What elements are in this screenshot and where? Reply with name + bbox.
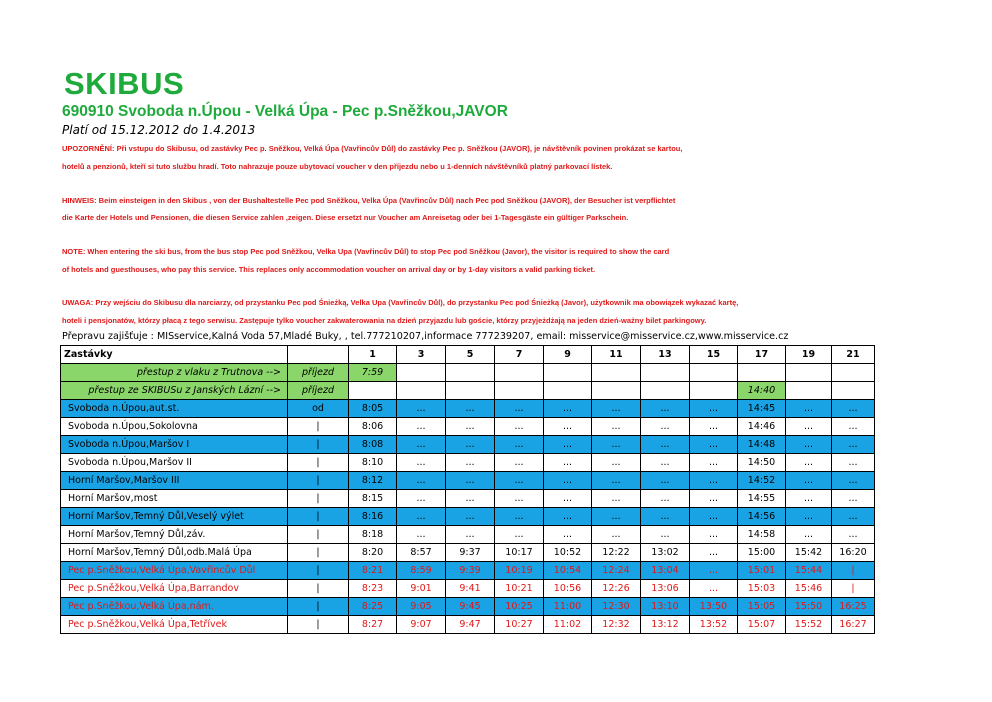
departure-time: 9:45 — [446, 598, 495, 616]
departure-time: 13:04 — [641, 562, 690, 580]
departure-time: ... — [397, 508, 446, 526]
departure-time: ... — [495, 490, 544, 508]
departure-time: ... — [544, 472, 592, 490]
departure-time: ... — [641, 472, 690, 490]
trip-header: 3 — [397, 346, 446, 364]
departure-time: ... — [832, 436, 875, 454]
stop-row — [61, 526, 875, 544]
notice-de-line-1: HINWEIS: Beim einsteigen in den Skibus , von der Bushaltestelle Pec pod Sněžkou, Velka Úpa (Vavřincův Důl) nach Pec pod Sněžkou (JAVOR), der Besucher ist verpflichtet — [62, 196, 676, 205]
transfer-time-cell — [349, 382, 397, 400]
departure-time: 13:06 — [641, 580, 690, 598]
transfer-time-cell — [544, 382, 592, 400]
stop-mark: | — [288, 598, 349, 616]
trip-header: 11 — [592, 346, 641, 364]
departure-time: ... — [592, 400, 641, 418]
trip-header: 19 — [786, 346, 832, 364]
stop-name: Pec p.Sněžkou,Velká Úpa,Vavřincův Důl — [61, 562, 288, 580]
departure-time: ... — [397, 526, 446, 544]
notice-de-line-2: die Karte der Hotels und Pensionen, die diesen Service zahlen ,zeigen. Diese ersetzt nur Voucher am Anreisetag oder bei 1-Tagesgäste ein gültiger Parkschein. — [62, 213, 629, 222]
departure-time: ... — [690, 526, 738, 544]
mark-column-header — [288, 346, 349, 364]
transfer-label: přestup ze SKIBUSu z Janských Lázní --> — [61, 382, 288, 400]
stop-mark: | — [288, 454, 349, 472]
departure-time: 12:32 — [592, 616, 641, 634]
timetable-body — [61, 364, 875, 634]
transfer-row — [61, 382, 875, 400]
departure-time: ... — [544, 418, 592, 436]
departure-time: 8:23 — [349, 580, 397, 598]
departure-time: 10:25 — [495, 598, 544, 616]
stop-name: Horní Maršov,Temný Důl,Veselý výlet — [61, 508, 288, 526]
departure-time: ... — [397, 436, 446, 454]
stop-row — [61, 454, 875, 472]
transfer-time-cell — [786, 382, 832, 400]
notice-cz-line-1: UPOZORNĚNÍ: Při vstupu do Skibusu, od zastávky Pec p. Sněžkou, Velká Úpa (Vavřincův Důl) do zastávky Pec p. Sněžkou (JAVOR), je návštěvník povinen prokázat se kartou, — [62, 144, 683, 153]
departure-time: ... — [544, 490, 592, 508]
departure-time: 8:18 — [349, 526, 397, 544]
departure-time: 15:42 — [786, 544, 832, 562]
departure-time: 13:12 — [641, 616, 690, 634]
timetable — [60, 345, 875, 634]
stop-row — [61, 508, 875, 526]
departure-time: ... — [786, 472, 832, 490]
departure-time: ... — [641, 400, 690, 418]
stop-name: Horní Maršov,Temný Důl,odb.Malá Úpa — [61, 544, 288, 562]
stop-name: Svoboda n.Úpou,Maršov I — [61, 436, 288, 454]
transfer-time-cell — [397, 364, 446, 382]
stop-row — [61, 418, 875, 436]
stop-mark: | — [288, 616, 349, 634]
departure-time: 14:58 — [738, 526, 786, 544]
trip-header: 13 — [641, 346, 690, 364]
departure-time: 14:45 — [738, 400, 786, 418]
departure-time: 15:03 — [738, 580, 786, 598]
departure-time: ... — [446, 418, 495, 436]
departure-time: 9:37 — [446, 544, 495, 562]
notice-pl-line-1: UWAGA: Przy wejściu do Skibusu dla narciarzy, od przystanku Pec pod Śnieżką, Velka Upa (Vavřincův Důl), do przystanku Pec pod Śnieżką (Javor), użytkownik ma obowiązek wykazać kartę, — [62, 298, 739, 307]
departure-time: ... — [832, 490, 875, 508]
route-subtitle: 690910 Svoboda n.Úpou - Velká Úpa - Pec p.Sněžkou,JAVOR — [62, 103, 508, 120]
departure-time: ... — [397, 400, 446, 418]
notice-en-line-1: NOTE: When entering the ski bus, from the bus stop Pec pod Sněžkou, Velka Upa (Vavřincův Důl) to stop Pec pod Sněžkou (Javor), the visitor is required to show the card — [62, 247, 670, 256]
departure-time: 9:07 — [397, 616, 446, 634]
departure-time: 14:50 — [738, 454, 786, 472]
departure-time: 10:19 — [495, 562, 544, 580]
departure-time: 8:21 — [349, 562, 397, 580]
departure-time: 14:52 — [738, 472, 786, 490]
departure-time: ... — [495, 472, 544, 490]
transfer-time-cell — [592, 382, 641, 400]
departure-time: 13:50 — [690, 598, 738, 616]
notice-cz-line-2: hotelů a penzionů, kteří si tuto službu hradí. Toto nahrazuje pouze ubytovací voucher v den příjezdu nebo u 1-denních návštěvníků platný parkovací lístek. — [62, 162, 613, 171]
departure-time: ... — [397, 472, 446, 490]
departure-time: ... — [446, 454, 495, 472]
departure-time: ... — [690, 562, 738, 580]
stop-row — [61, 562, 875, 580]
departure-time: 15:07 — [738, 616, 786, 634]
stop-row — [61, 616, 875, 634]
departure-time: ... — [544, 508, 592, 526]
departure-time: ... — [446, 436, 495, 454]
departure-time: ... — [592, 526, 641, 544]
transfer-mark: příjezd — [288, 382, 349, 400]
departure-time: ... — [832, 418, 875, 436]
departure-time: ... — [786, 508, 832, 526]
departure-time: ... — [592, 508, 641, 526]
departure-time: ... — [786, 436, 832, 454]
trip-header: 7 — [495, 346, 544, 364]
departure-time: 10:56 — [544, 580, 592, 598]
departure-time: 8:16 — [349, 508, 397, 526]
departure-time: 15:50 — [786, 598, 832, 616]
departure-time: | — [832, 580, 875, 598]
stop-name: Horní Maršov,Maršov III — [61, 472, 288, 490]
departure-time: ... — [592, 436, 641, 454]
departure-time: ... — [592, 418, 641, 436]
departure-time: 14:56 — [738, 508, 786, 526]
transfer-time-cell — [786, 364, 832, 382]
departure-time: ... — [690, 400, 738, 418]
departure-time: 8:15 — [349, 490, 397, 508]
notice-en-line-2: of hotels and guesthouses, who pay this service. This replaces only accommodation voucher on arrival day or by 1-day visitors a valid parking ticket. — [62, 265, 596, 274]
departure-time: 15:00 — [738, 544, 786, 562]
stop-name: Horní Maršov,most — [61, 490, 288, 508]
departure-time: 13:02 — [641, 544, 690, 562]
notice-pl-line-2: hoteli i pensjonatów, którzy płacą z tego serwisu. Zastępuje tylko voucher zakwaterowania na dzień przyjazdu lub goście, którzy przyjeżdżają na jeden dzień-ważny bilet parkingowy. — [62, 316, 707, 325]
stop-row — [61, 544, 875, 562]
departure-time: 8:12 — [349, 472, 397, 490]
departure-time: ... — [544, 454, 592, 472]
departure-time: 12:26 — [592, 580, 641, 598]
departure-time: ... — [641, 508, 690, 526]
departure-time: ... — [592, 454, 641, 472]
departure-time: ... — [832, 454, 875, 472]
departure-time: 8:27 — [349, 616, 397, 634]
departure-time: ... — [446, 400, 495, 418]
trip-header: 21 — [832, 346, 875, 364]
departure-time: ... — [690, 436, 738, 454]
stop-name: Svoboda n.Úpou,Sokolovna — [61, 418, 288, 436]
departure-time: ... — [786, 454, 832, 472]
departure-time: 8:59 — [397, 562, 446, 580]
departure-time: ... — [690, 472, 738, 490]
stop-mark: | — [288, 580, 349, 598]
transfer-row — [61, 364, 875, 382]
transfer-time-cell — [641, 382, 690, 400]
departure-time: ... — [397, 454, 446, 472]
stop-mark: | — [288, 472, 349, 490]
departure-time: ... — [641, 526, 690, 544]
departure-time: ... — [544, 400, 592, 418]
transfer-time-cell — [495, 382, 544, 400]
departure-time: 8:06 — [349, 418, 397, 436]
departure-time: ... — [592, 472, 641, 490]
departure-time: ... — [690, 580, 738, 598]
trip-header: 1 — [349, 346, 397, 364]
trip-header: 15 — [690, 346, 738, 364]
departure-time: 8:57 — [397, 544, 446, 562]
transfer-time-cell — [544, 364, 592, 382]
departure-time: 13:52 — [690, 616, 738, 634]
departure-time: ... — [690, 544, 738, 562]
departure-time: ... — [832, 472, 875, 490]
departure-time: 8:05 — [349, 400, 397, 418]
transfer-time-cell — [738, 364, 786, 382]
transfer-label: přestup z vlaku z Trutnova --> — [61, 364, 288, 382]
stop-row — [61, 580, 875, 598]
stop-mark: | — [288, 508, 349, 526]
trip-header: 9 — [544, 346, 592, 364]
departure-time: ... — [495, 418, 544, 436]
departure-time: 15:01 — [738, 562, 786, 580]
transfer-time-cell — [690, 364, 738, 382]
transfer-time-cell — [397, 382, 446, 400]
departure-time: ... — [832, 526, 875, 544]
departure-time: 14:55 — [738, 490, 786, 508]
departure-time: ... — [786, 418, 832, 436]
departure-time: 8:08 — [349, 436, 397, 454]
stop-mark: | — [288, 418, 349, 436]
transfer-time-cell — [592, 364, 641, 382]
departure-time: 16:27 — [832, 616, 875, 634]
stop-name: Horní Maršov,Temný Důl,záv. — [61, 526, 288, 544]
departure-time: 15:46 — [786, 580, 832, 598]
departure-time: ... — [495, 436, 544, 454]
transfer-time-cell: 14:40 — [738, 382, 786, 400]
stop-name: Svoboda n.Úpou,aut.st. — [61, 400, 288, 418]
departure-time: 10:21 — [495, 580, 544, 598]
departure-time: ... — [832, 400, 875, 418]
stop-mark: | — [288, 544, 349, 562]
transfer-time-cell — [641, 364, 690, 382]
departure-time: ... — [786, 400, 832, 418]
departure-time: 9:05 — [397, 598, 446, 616]
departure-time: ... — [495, 508, 544, 526]
departure-time: 12:24 — [592, 562, 641, 580]
departure-time: ... — [690, 490, 738, 508]
departure-time: ... — [641, 454, 690, 472]
departure-time: 10:17 — [495, 544, 544, 562]
departure-time: 9:41 — [446, 580, 495, 598]
transfer-time-cell — [495, 364, 544, 382]
departure-time: 8:10 — [349, 454, 397, 472]
transfer-time-cell — [446, 382, 495, 400]
departure-time: ... — [786, 526, 832, 544]
trip-header: 17 — [738, 346, 786, 364]
stop-row — [61, 436, 875, 454]
timetable-header-row — [61, 346, 875, 364]
departure-time: ... — [397, 418, 446, 436]
departure-time: ... — [446, 472, 495, 490]
stop-row — [61, 472, 875, 490]
departure-time: 12:22 — [592, 544, 641, 562]
validity-period: Platí od 15.12.2012 do 1.4.2013 — [62, 123, 256, 137]
stop-row — [61, 400, 875, 418]
departure-time: 9:39 — [446, 562, 495, 580]
departure-time: 10:52 — [544, 544, 592, 562]
departure-time: 10:54 — [544, 562, 592, 580]
departure-time: ... — [544, 436, 592, 454]
departure-time: ... — [641, 490, 690, 508]
departure-time: 11:02 — [544, 616, 592, 634]
operator-contact: Přepravu zajišťuje : MISservice,Kalná Voda 57,Mladé Buky, , tel.777210207,informace 777239207, email: misservice@misservice.cz,www.misservice.cz — [62, 331, 789, 342]
departure-time: ... — [641, 418, 690, 436]
departure-time: ... — [495, 454, 544, 472]
stop-mark: | — [288, 526, 349, 544]
transfer-time-cell — [832, 382, 875, 400]
departure-time: ... — [397, 490, 446, 508]
departure-time: 16:25 — [832, 598, 875, 616]
departure-time: ... — [592, 490, 641, 508]
stop-row — [61, 490, 875, 508]
departure-time: ... — [544, 526, 592, 544]
transfer-time-cell: 7:59 — [349, 364, 397, 382]
document-title: SKIBUS — [64, 66, 185, 101]
transfer-time-cell — [446, 364, 495, 382]
stop-mark: | — [288, 490, 349, 508]
transfer-time-cell — [832, 364, 875, 382]
transfer-time-cell — [690, 382, 738, 400]
departure-time: ... — [832, 508, 875, 526]
departure-time: 8:25 — [349, 598, 397, 616]
stop-mark: | — [288, 436, 349, 454]
departure-time: 16:20 — [832, 544, 875, 562]
departure-time: ... — [446, 526, 495, 544]
departure-time: 9:01 — [397, 580, 446, 598]
departure-time: 8:20 — [349, 544, 397, 562]
departure-time: 12:30 — [592, 598, 641, 616]
departure-time: 13:10 — [641, 598, 690, 616]
departure-time: 14:48 — [738, 436, 786, 454]
departure-time: 10:27 — [495, 616, 544, 634]
departure-time: | — [832, 562, 875, 580]
transfer-mark: příjezd — [288, 364, 349, 382]
departure-time: ... — [446, 508, 495, 526]
departure-time: 15:05 — [738, 598, 786, 616]
departure-time: ... — [495, 526, 544, 544]
stop-name: Pec p.Sněžkou,Velká Úpa,Tetřívek — [61, 616, 288, 634]
stop-name: Pec p.Sněžkou,Velká Úpa,Barrandov — [61, 580, 288, 598]
departure-time: 14:46 — [738, 418, 786, 436]
departure-time: ... — [786, 490, 832, 508]
stops-column-header: Zastávky — [61, 346, 288, 364]
departure-time: ... — [690, 454, 738, 472]
departure-time: 15:52 — [786, 616, 832, 634]
departure-time: ... — [641, 436, 690, 454]
departure-time: ... — [690, 418, 738, 436]
stop-name: Pec p.Sněžkou,Velká Úpa,nám. — [61, 598, 288, 616]
departure-time: 11:00 — [544, 598, 592, 616]
stop-mark: od — [288, 400, 349, 418]
stop-mark: | — [288, 562, 349, 580]
departure-time: ... — [690, 508, 738, 526]
trip-header: 5 — [446, 346, 495, 364]
departure-time: ... — [446, 490, 495, 508]
stop-name: Svoboda n.Úpou,Maršov II — [61, 454, 288, 472]
departure-time: 15:44 — [786, 562, 832, 580]
stop-row — [61, 598, 875, 616]
departure-time: ... — [495, 400, 544, 418]
departure-time: 9:47 — [446, 616, 495, 634]
